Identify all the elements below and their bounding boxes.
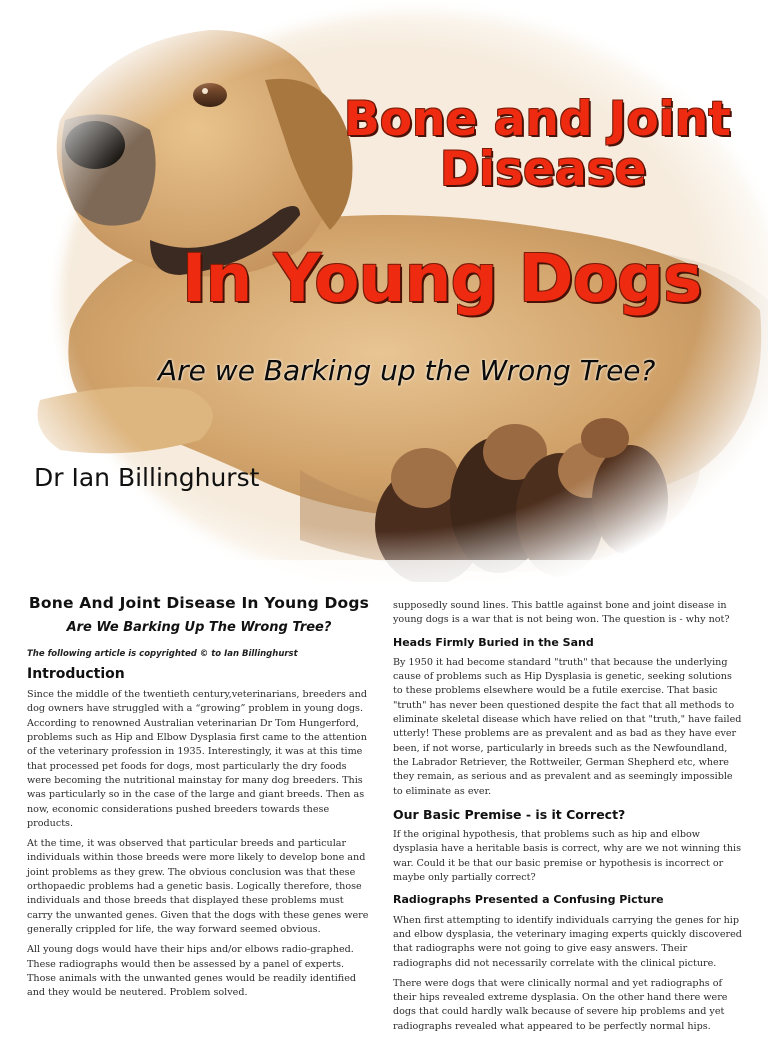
- intro-paragraph: At the time, it was observed that particular breeds and particular individuals within those breeds were more likely to develop bone and joint problems as they grew. The obvious conclusion was that these orthopaedic problems had a genetic basis. Logically therefore, those individuals and those breeds that displayed these problems must carry the unwanted genes. Given that the dogs with these genes were generally crippled for life, the way forward seemed obvious.: [27, 838, 369, 935]
- article-right-column: [393, 599, 743, 1040]
- section-heading: Heads Firmly Buried in the Sand: [393, 635, 594, 649]
- cover-title-line-2: Disease: [440, 142, 647, 197]
- continued-paragraph: supposedly sound lines. This battle against bone and joint disease in young dogs is a war that is not being won. The question is - why not?: [393, 600, 730, 626]
- cover-author: Dr Ian Billinghurst: [34, 463, 260, 492]
- intro-paragraph: Since the middle of the twentieth century,veterinarians, breeders and dog owners have struggled with a “growing” problem in young dogs. According to renowned Australian veterinarian Dr Tom Hungerford, problems such as Hip and Elbow Dysplasia first came to the attention of the veterinary profession in 1935. Interestingly, it was at this time that processed pet foods for dogs, most particularly the dry foods were becoming the nutritional mainstay for many dog breeders. This was particularly so in the case of the large and giant breeds. Then as now, economic considerations pushed breeders towards these products.: [27, 689, 367, 829]
- section-paragraph: There were dogs that were clinically normal and yet radiographs of their hips revealed extreme dysplasia. On the other hand there were dogs that could hardly walk because of severe hip problems and yet radiographs revealed what appeared to be perfectly normal hips.: [393, 977, 728, 1032]
- section-paragraph: By 1950 it had become standard "truth" that because the underlying cause of problems such as Hip Dysplasia is genetic, seeking solutions to these problems elsewhere would be a futile exercise. That basic "truth" has never been questioned despite the fact that all methods to eliminate skeletal disease which have relied on that "truth," have failed utterly! These problems are as prevalent and as bad as they have ever been, if not worse, particularly in breeds such as the Newfoundland, the Labrador Retriever, the Rottweiler, German Shepherd etc, where they remain, as serious and as prevalent and as seemingly impossible to eliminate as ever.: [393, 656, 742, 797]
- cover-title-line-1: Bone and Joint: [344, 92, 731, 147]
- article-left-column: [27, 596, 371, 1006]
- section-paragraph: If the original hypothesis, that problems such as hip and elbow dysplasia have a heritable basis is correct, why are we not winning this war. Could it be that our basic premise or hypothesis is incorrect or maybe only partially correct?: [393, 829, 741, 884]
- section-heading: Radiographs Presented a Confusing Picture: [393, 893, 664, 907]
- article-title: Bone And Joint Disease In Young Dogs: [28, 594, 370, 612]
- intro-heading: Introduction: [27, 665, 125, 682]
- section-paragraph: When first attempting to identify individuals carrying the genes for hip and elbow dysplasia, the veterinary imaging experts quickly discovered that radiographs were not going to give easy answers. Their radiographs did not necessarily correlate with the clinical picture.: [393, 914, 742, 969]
- cover-title-line-3: In Young Dogs: [182, 240, 702, 317]
- cover-subtitle: Are we Barking up the Wrong Tree?: [158, 354, 656, 387]
- intro-paragraph: All young dogs would have their hips and/or elbows radio-graphed. These radiographs would then be assessed by a panel of experts. Those animals with the unwanted genes would be readily identified and they would be neutered. Problem solved.: [27, 944, 357, 999]
- copyright-notice: The following article is copyrighted © to Ian Billinghurst: [27, 648, 298, 659]
- article-subtitle: Are We Barking Up The Wrong Tree?: [66, 620, 332, 636]
- section-heading: Our Basic Premise - is it Correct?: [393, 806, 626, 822]
